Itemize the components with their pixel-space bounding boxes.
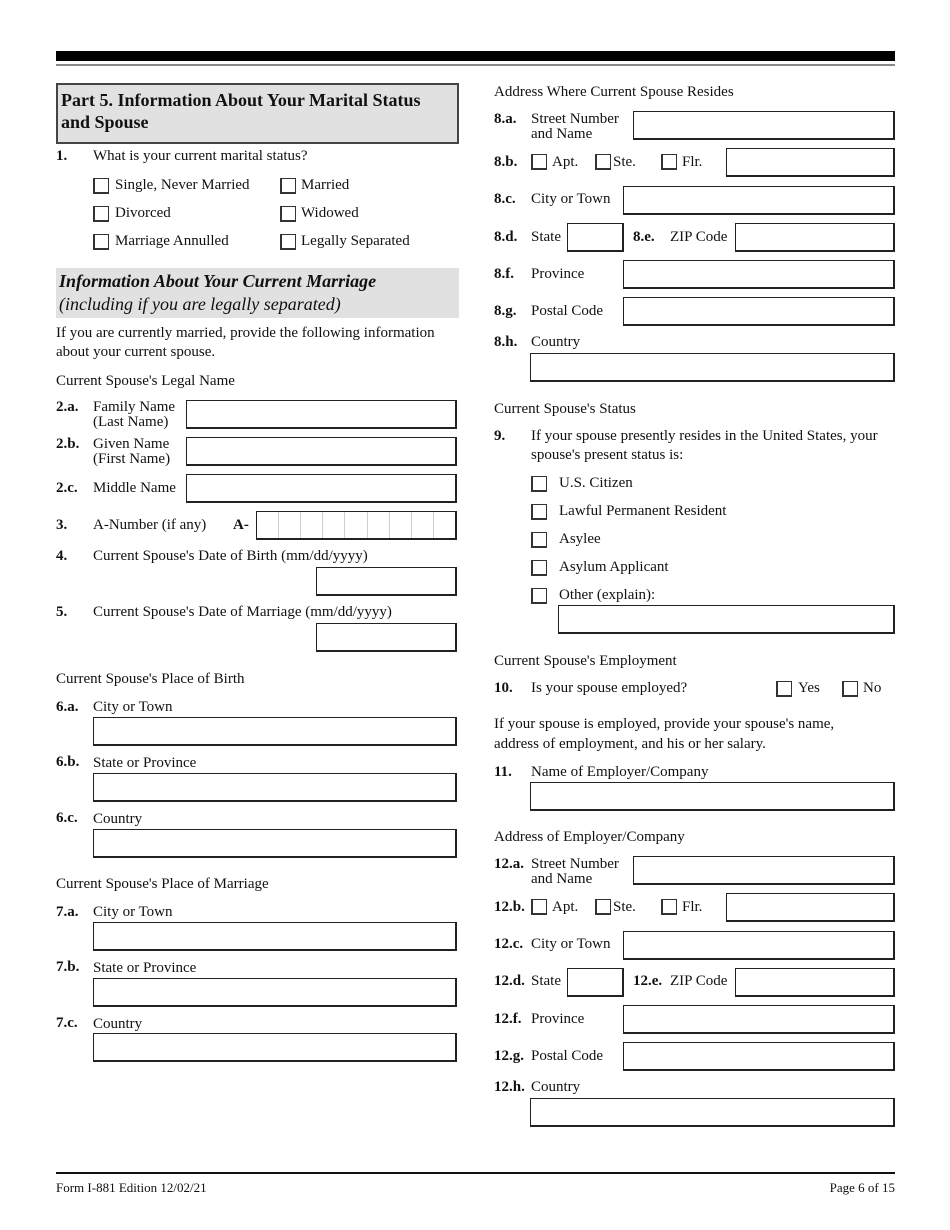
option-widowed-label: Widowed [301, 205, 359, 221]
checkbox-divorced[interactable] [93, 206, 109, 222]
q8b-number: 8.b. [494, 154, 518, 170]
employer-postal-code-input[interactable] [623, 1042, 895, 1071]
a-number-digit[interactable] [323, 512, 345, 538]
q1-question: What is your current marital status? [93, 148, 308, 164]
current-marriage-intro-2: about your current spouse. [56, 344, 216, 360]
a-number-digit[interactable] [390, 512, 412, 538]
q8g-label: Postal Code [531, 303, 604, 319]
employer-country-input[interactable] [530, 1098, 895, 1127]
q10-question: Is your spouse employed? [531, 680, 688, 696]
q8e-number: 8.e. [633, 229, 655, 245]
employer-apt-label: Apt. [552, 899, 579, 915]
q7a-label: City or Town [93, 904, 173, 920]
q7c-label: Country [93, 1016, 143, 1032]
checkbox-employed-yes[interactable] [776, 681, 792, 697]
spouse-province-input[interactable] [623, 260, 895, 289]
marriage-city-input[interactable] [93, 922, 457, 951]
q9-question-1: If your spouse presently resides in the United States, your [531, 428, 878, 444]
q8d-label: State [531, 229, 561, 245]
q2a-number: 2.a. [56, 399, 79, 415]
birth-country-input[interactable] [93, 829, 457, 858]
part-title-line1: Part 5. Information About Your Marital Status [61, 90, 421, 110]
flr-label: Flr. [682, 154, 703, 170]
q2c-number: 2.c. [56, 480, 78, 496]
a-number-digit[interactable] [301, 512, 323, 538]
a-number-digit[interactable] [434, 512, 455, 538]
q8a-number: 8.a. [494, 111, 517, 127]
q9-question-2: spouse's present status is: [531, 447, 684, 463]
q2a-label-2: (Last Name) [93, 414, 169, 430]
q12d-number: 12.d. [494, 973, 525, 989]
us-citizen-label: U.S. Citizen [559, 475, 633, 491]
date-of-marriage-label: Current Spouse's Date of Marriage (mm/dd/yyyy) [93, 604, 392, 620]
birth-state-input[interactable] [93, 773, 457, 802]
q12e-label: ZIP Code [670, 973, 728, 989]
date-of-marriage-input[interactable] [316, 623, 457, 652]
q11-number: 11. [494, 764, 512, 780]
spouse-city-input[interactable] [623, 186, 895, 215]
q2b-label-2: (First Name) [93, 451, 171, 467]
q12c-number: 12.c. [494, 936, 524, 952]
spouse-unit-number-input[interactable] [726, 148, 895, 177]
checkbox-flr[interactable] [661, 154, 677, 170]
q12g-number: 12.g. [494, 1048, 524, 1064]
place-of-birth-heading: Current Spouse's Place of Birth [56, 671, 245, 687]
q10-number: 10. [494, 680, 513, 696]
footer-page-number: Page 6 of 15 [829, 1180, 895, 1195]
checkbox-widowed[interactable] [280, 206, 296, 222]
q5-number: 5. [56, 604, 68, 620]
q8g-number: 8.g. [494, 303, 517, 319]
a-number-digit[interactable] [345, 512, 367, 538]
dob-label: Current Spouse's Date of Birth (mm/dd/yyyy) [93, 548, 368, 564]
q12c-label: City or Town [531, 936, 611, 952]
checkbox-other[interactable] [531, 588, 547, 604]
no-label: No [863, 680, 882, 696]
current-marriage-title: Information About Your Current Marriage [59, 271, 377, 291]
q12h-label: Country [531, 1079, 581, 1095]
a-number-digit[interactable] [368, 512, 390, 538]
q3-number: 3. [56, 517, 68, 533]
middle-name-input[interactable] [186, 474, 457, 503]
q12a-label-1: Street Number [531, 856, 619, 872]
q12h-number: 12.h. [494, 1079, 525, 1095]
q8a-label-1: Street Number [531, 111, 619, 127]
a-number-prefix: A- [233, 517, 249, 533]
a-number-digit[interactable] [279, 512, 301, 538]
checkbox-employer-apt[interactable] [531, 899, 547, 915]
q12f-number: 12.f. [494, 1011, 522, 1027]
asylum-applicant-label: Asylum Applicant [559, 559, 669, 575]
current-marriage-header [56, 268, 459, 318]
q8f-number: 8.f. [494, 266, 514, 282]
option-annulled-label: Marriage Annulled [115, 233, 229, 249]
footer-form-edition: Form I-881 Edition 12/02/21 [56, 1180, 207, 1195]
employer-zip-input[interactable] [735, 968, 895, 997]
q8d-number: 8.d. [494, 229, 518, 245]
checkbox-employer-ste[interactable] [595, 899, 611, 915]
q8h-number: 8.h. [494, 334, 518, 350]
checkbox-asylee[interactable] [531, 532, 547, 548]
other-explain-input[interactable] [558, 605, 895, 634]
birth-city-input[interactable] [93, 717, 457, 746]
q7b-number: 7.b. [56, 959, 80, 975]
q12e-number: 12.e. [633, 973, 663, 989]
q12a-number: 12.a. [494, 856, 524, 872]
legal-name-heading: Current Spouse's Legal Name [56, 373, 235, 389]
q6b-number: 6.b. [56, 754, 80, 770]
q9-number: 9. [494, 428, 506, 444]
a-number-digit[interactable] [412, 512, 434, 538]
part-5-header [56, 83, 459, 144]
q1-number: 1. [56, 148, 68, 164]
checkbox-single[interactable] [93, 178, 109, 194]
q12b-number: 12.b. [494, 899, 525, 915]
checkbox-employed-no[interactable] [842, 681, 858, 697]
checkbox-legally-separated[interactable] [280, 234, 296, 250]
given-name-input[interactable] [186, 437, 457, 466]
employment-heading: Current Spouse's Employment [494, 653, 677, 669]
a-number-digit[interactable] [257, 512, 279, 538]
spouse-zip-input[interactable] [735, 223, 895, 252]
employer-address-heading: Address of Employer/Company [494, 829, 685, 845]
q2b-number: 2.b. [56, 436, 80, 452]
employment-intro-1: If your spouse is employed, provide your spouse's name, [494, 716, 835, 732]
lpr-label: Lawful Permanent Resident [559, 503, 727, 519]
spouse-dob-input[interactable] [316, 567, 457, 596]
other-label: Other (explain): [559, 587, 656, 603]
checkbox-us-citizen[interactable] [531, 476, 547, 492]
employment-intro-2: address of employment, and his or her salary. [494, 736, 766, 752]
employer-name-input[interactable] [530, 782, 895, 811]
employer-state-input[interactable] [567, 968, 624, 997]
marriage-country-input[interactable] [93, 1033, 457, 1062]
q8c-label: City or Town [531, 191, 611, 207]
employer-flr-label: Flr. [682, 899, 703, 915]
q6a-label: City or Town [93, 699, 173, 715]
q8h-label: Country [531, 334, 581, 350]
family-name-input[interactable] [186, 400, 457, 429]
option-single-label: Single, Never Married [115, 177, 250, 193]
q8c-number: 8.c. [494, 191, 516, 207]
q2c-label: Middle Name [93, 480, 176, 496]
spouse-address-heading: Address Where Current Spouse Resides [494, 84, 734, 100]
employer-ste-label: Ste. [613, 899, 636, 915]
q7b-label: State or Province [93, 960, 197, 976]
option-legally-separated-label: Legally Separated [301, 233, 410, 249]
option-married-label: Married [301, 177, 350, 193]
q6c-number: 6.c. [56, 810, 78, 826]
ste-label: Ste. [613, 154, 636, 170]
q6c-label: Country [93, 811, 143, 827]
employer-street-input[interactable] [633, 856, 895, 885]
q12d-label: State [531, 973, 561, 989]
checkbox-married[interactable] [280, 178, 296, 194]
current-marriage-intro-1: If you are currently married, provide the following information [56, 325, 435, 341]
place-of-marriage-heading: Current Spouse's Place of Marriage [56, 876, 269, 892]
a-number-input[interactable] [256, 511, 457, 540]
spouse-state-input[interactable] [567, 223, 624, 252]
q8a-label-2: and Name [531, 126, 593, 142]
yes-label: Yes [798, 680, 820, 696]
spouse-postal-code-input[interactable] [623, 297, 895, 326]
marriage-state-input[interactable] [93, 978, 457, 1007]
spouse-status-heading: Current Spouse's Status [494, 401, 636, 417]
part-title-line2: and Spouse [61, 112, 149, 132]
header-thin-rule [56, 64, 895, 66]
a-number-label: A-Number (if any) [93, 517, 207, 533]
employer-province-input[interactable] [623, 1005, 895, 1034]
spouse-street-input[interactable] [633, 111, 895, 140]
q12f-label: Province [531, 1011, 585, 1027]
q11-label: Name of Employer/Company [531, 764, 709, 780]
q7c-number: 7.c. [56, 1015, 78, 1031]
q8f-label: Province [531, 266, 585, 282]
q6b-label: State or Province [93, 755, 197, 771]
header-thick-rule [56, 51, 895, 61]
q12a-label-2: and Name [531, 871, 593, 887]
employer-unit-number-input[interactable] [726, 893, 895, 922]
checkbox-annulled[interactable] [93, 234, 109, 250]
employer-city-input[interactable] [623, 931, 895, 960]
q8e-label: ZIP Code [670, 229, 728, 245]
q4-number: 4. [56, 548, 68, 564]
q2b-label-1: Given Name [93, 436, 170, 452]
footer-rule [56, 1172, 895, 1174]
q2a-label-1: Family Name [93, 399, 176, 415]
spouse-country-input[interactable] [530, 353, 895, 382]
checkbox-ste[interactable] [595, 154, 611, 170]
q12g-label: Postal Code [531, 1048, 604, 1064]
checkbox-asylum-applicant[interactable] [531, 560, 547, 576]
apt-label: Apt. [552, 154, 579, 170]
option-divorced-label: Divorced [115, 205, 171, 221]
checkbox-apt[interactable] [531, 154, 547, 170]
q6a-number: 6.a. [56, 699, 79, 715]
asylee-label: Asylee [559, 531, 601, 547]
current-marriage-subtitle: (including if you are legally separated) [59, 294, 341, 314]
checkbox-employer-flr[interactable] [661, 899, 677, 915]
checkbox-lawful-permanent-resident[interactable] [531, 504, 547, 520]
q7a-number: 7.a. [56, 904, 79, 920]
